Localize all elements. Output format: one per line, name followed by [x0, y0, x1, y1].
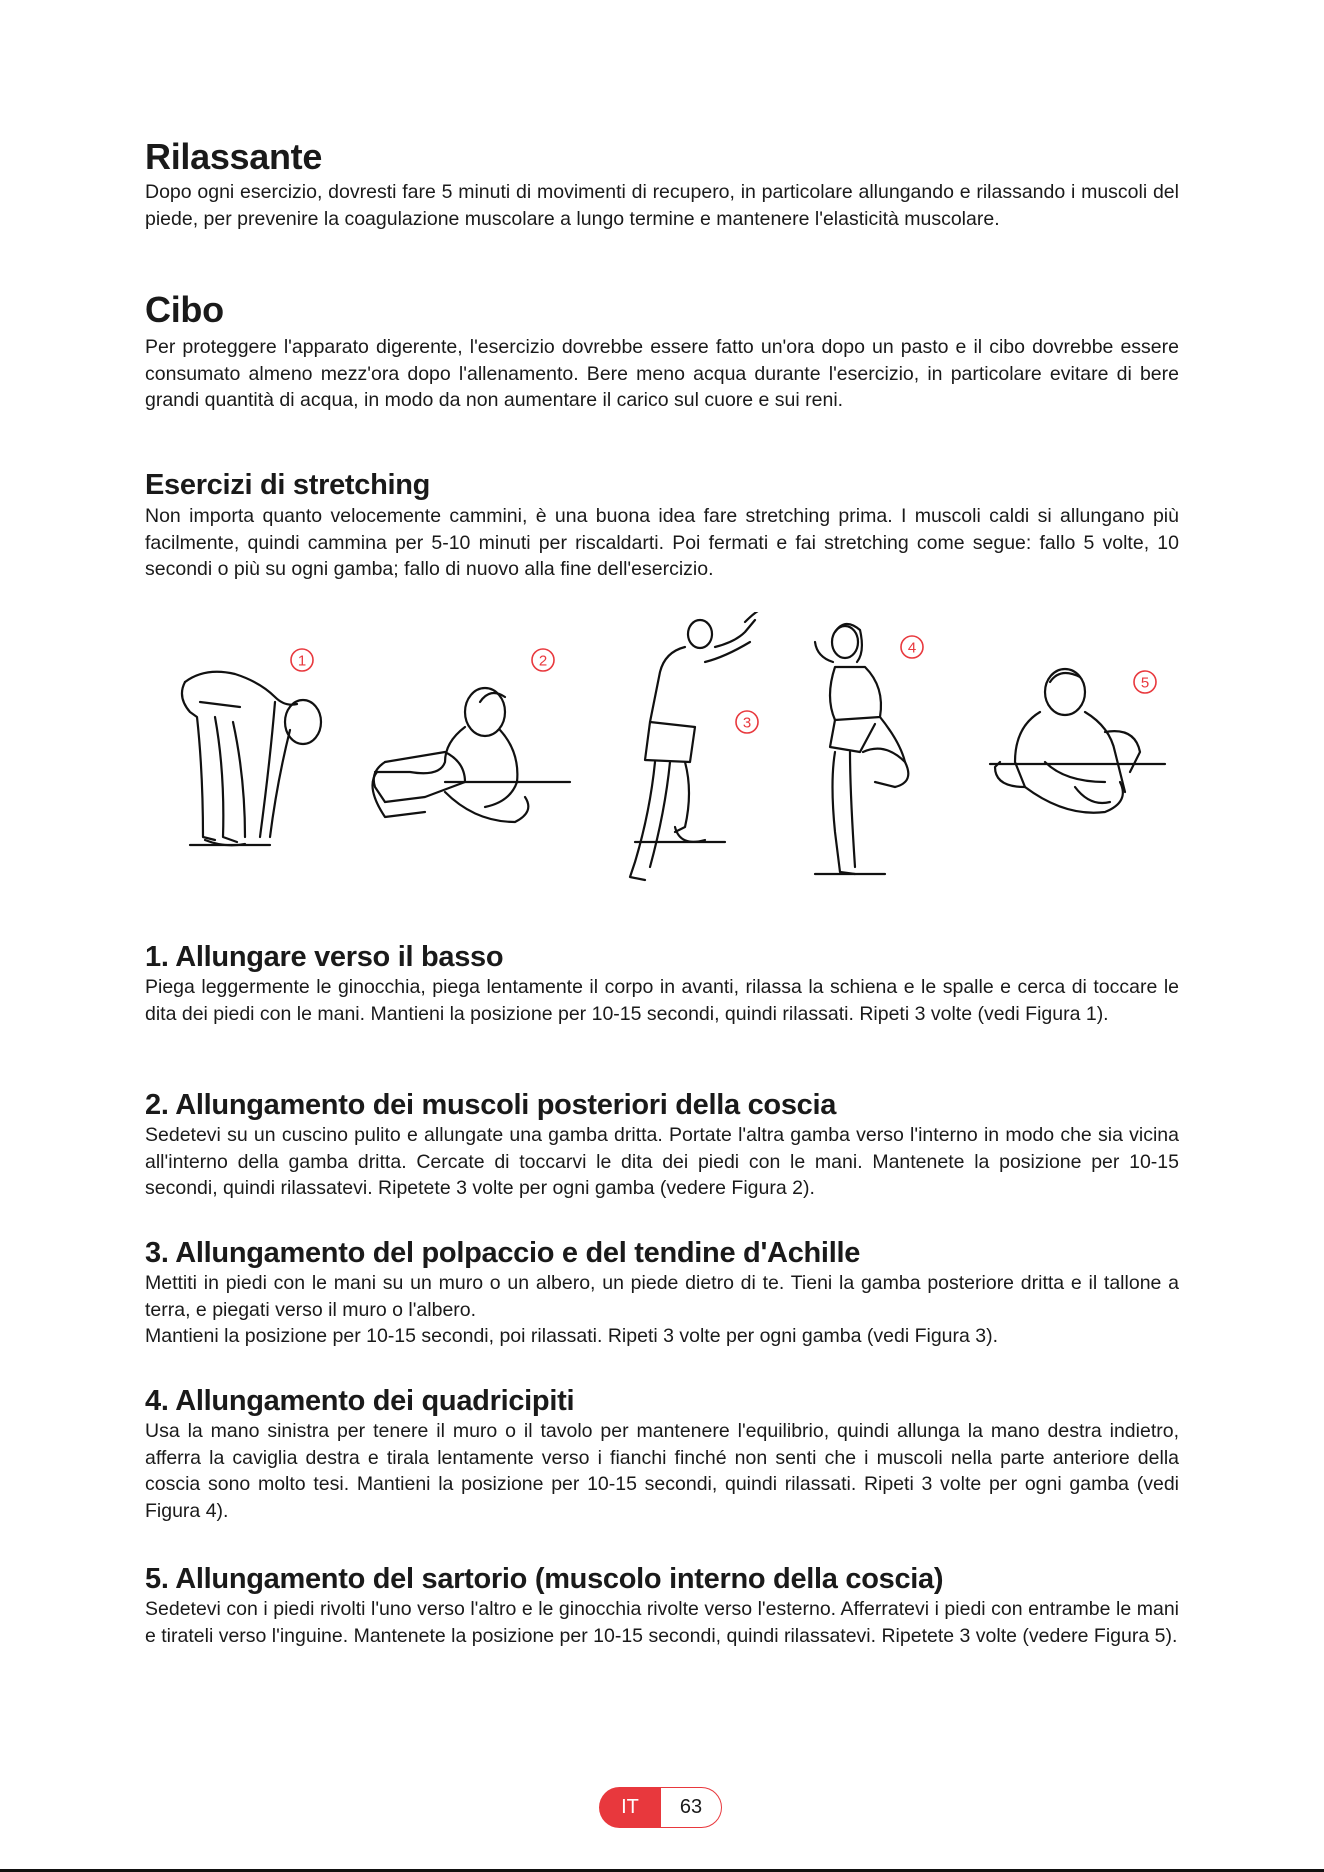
heading-rilassante: Rilassante	[145, 136, 323, 177]
paragraph-exercise-1: Piega leggermente le ginocchia, piega lentamente il corpo in avanti, rilassa la schiena e le spalle e cerca di toccare le dita dei piedi con le mani. Mantieni la posizione per 10-15 secondi, quindi rilassati. Ripeti 3 volte (vedi Figura 1).	[145, 976, 1179, 1025]
paragraph-exercise-2: Sedetevi su un cuscino pulito e allungate una gamba dritta. Portate l'altra gamba verso l'interno in modo che sia vicina all'interno della gamba dritta. Cercate di toccarvi le dita dei piedi con le mani. Mantenete la posizione per 10-15 secondi, quindi rilassatevi. Ripetete 3 volte per ogni gamba (vedere Figura 2).	[145, 1124, 1179, 1199]
section-stretching	[145, 468, 1179, 583]
paragraph-exercise-3a: Mettiti in piedi con le mani su un muro o un albero, un piede dietro di te. Tieni la gamba posteriore dritta e il tallone a terra, e piegati verso il muro o l'albero.	[145, 1272, 1179, 1321]
paragraph-cibo: Per proteggere l'apparato digerente, l'esercizio dovrebbe essere fatto un'ora dopo un pasto e il cibo dovrebbe essere consumato almeno mezz'ora dopo l'allenamento. Bere meno acqua durante l'esercizio, in particolare evitare di bere grandi quantità di acqua, in modo da non aumentare il carico sul cuore e sui reni.	[145, 336, 1179, 411]
language-badge: IT	[599, 1787, 661, 1828]
figure-4-illustration	[815, 624, 908, 874]
heading-exercise-5: 5. Allungamento del sartorio (muscolo interno della coscia)	[145, 1563, 944, 1595]
section-rilassante	[145, 137, 1179, 232]
paragraph-stretching: Non importa quanto velocemente cammini, è una buona idea fare stretching prima. I muscoli caldi si allungano più facilmente, quindi cammina per 5-10 minuti per riscaldarti. Poi fermati e fai stretching come segue: fallo 5 volte, 10 secondi o più su ogni gamba; fallo di nuovo alla fine dell'esercizio.	[145, 505, 1179, 580]
page-number: 63	[661, 1787, 722, 1828]
figure-1-illustration	[182, 672, 321, 846]
figure-2-label: 2	[538, 652, 548, 670]
heading-exercise-1: 1. Allungare verso il basso	[145, 941, 504, 973]
figure-2-illustration	[373, 688, 571, 822]
paragraph-exercise-5: Sedetevi con i piedi rivolti l'uno verso l'altro e le ginocchia rivolte verso l'esterno. Afferratevi i piedi con entrambe le mani e tirateli verso l'inguine. Mantenete la posizione per 10-15 secondi, quindi rilassatevi. Ripetete 3 volte (vedere Figura 5).	[145, 1598, 1179, 1647]
figure-4-label: 4	[907, 639, 917, 657]
heading-stretching: Esercizi di stretching	[145, 469, 431, 501]
page-footer	[599, 1787, 723, 1828]
figure-5-label: 5	[1140, 674, 1150, 692]
heading-exercise-3: 3. Allungamento del polpaccio e del tendine d'Achille	[145, 1237, 861, 1269]
paragraph-exercise-3b: Mantieni la posizione per 10-15 secondi, poi rilassati. Ripeti 3 volte per ogni gamba (vedi Figura 3).	[145, 1325, 999, 1347]
section-exercise-3	[145, 1236, 1179, 1350]
section-exercise-2	[145, 1088, 1179, 1202]
heading-exercise-4: 4. Allungamento dei quadricipiti	[145, 1385, 575, 1417]
heading-cibo: Cibo	[145, 289, 224, 330]
figure-1-label: 1	[297, 652, 307, 670]
paragraph-exercise-4: Usa la mano sinistra per tenere il muro o il tavolo per mantenere l'equilibrio, quindi allunga la mano destra indietro, afferra la caviglia destra e tirala lentamente verso i fianchi finché non senti che i muscoli nella parte anteriore della coscia sono molto tesi. Mantieni la posizione per 10-15 secondi, quindi rilassati. Ripeti 3 volte per ogni gamba (vedi Figura 4).	[145, 1420, 1179, 1522]
figure-3-label: 3	[742, 714, 752, 732]
figure-3-illustration	[630, 612, 760, 880]
heading-exercise-2: 2. Allungamento dei muscoli posteriori della coscia	[145, 1089, 837, 1121]
paragraph-rilassante: Dopo ogni esercizio, dovresti fare 5 minuti di movimenti di recupero, in particolare allungando e rilassando i muscoli del piede, per prevenire la coagulazione muscolare a lungo termine e mantenere l'elasticità muscolare.	[145, 181, 1179, 230]
section-exercise-5	[145, 1562, 1179, 1649]
section-cibo	[145, 290, 1179, 414]
section-exercise-4	[145, 1384, 1179, 1524]
stretching-illustrations	[145, 612, 1179, 914]
section-exercise-1	[145, 940, 1179, 1027]
